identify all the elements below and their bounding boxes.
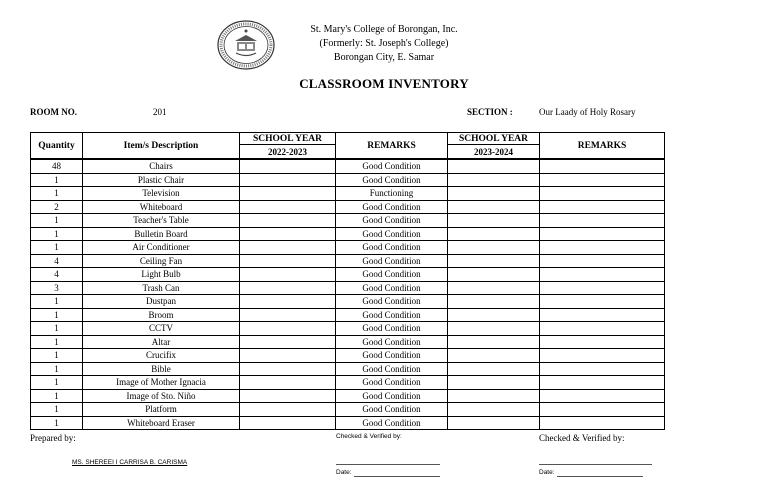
remarks-1-cell: Good Condition bbox=[336, 200, 448, 214]
remarks-2-cell bbox=[540, 200, 665, 214]
remarks-2-cell bbox=[540, 349, 665, 363]
school-year-2-cell bbox=[448, 227, 540, 241]
school-location: Borongan City, E. Samar bbox=[333, 52, 435, 63]
school-year-2-cell bbox=[448, 241, 540, 255]
school-year-2-cell bbox=[448, 254, 540, 268]
school-year-1-cell bbox=[240, 308, 336, 322]
inventory-table bbox=[30, 132, 665, 430]
remarks-1-cell: Good Condition bbox=[336, 295, 448, 309]
item-description-cell: Teacher's Table bbox=[83, 214, 240, 228]
remarks-1-cell: Good Condition bbox=[336, 376, 448, 390]
qty-cell: 1 bbox=[31, 362, 83, 376]
school-year-1-cell bbox=[240, 349, 336, 363]
remarks-2-cell bbox=[540, 362, 665, 376]
item-description-cell: Chairs bbox=[83, 159, 240, 173]
item-description-cell: CCTV bbox=[83, 322, 240, 336]
school-year-2-cell bbox=[448, 416, 540, 430]
item-description-cell: Image of Sto. Niño bbox=[83, 389, 240, 403]
item-description-cell: Crucifix bbox=[83, 349, 240, 363]
table-row bbox=[31, 362, 665, 376]
school-year-1-cell bbox=[240, 254, 336, 268]
table-row bbox=[31, 214, 665, 228]
remarks-1-cell: Good Condition bbox=[336, 308, 448, 322]
header-quantity: Quantity bbox=[31, 133, 83, 160]
checked-verified-label-middle: Checked & Verified by: bbox=[336, 433, 402, 440]
section-value: Our Laady of Holy Rosary bbox=[539, 107, 636, 117]
qty-cell: 1 bbox=[31, 389, 83, 403]
remarks-2-cell bbox=[540, 173, 665, 187]
table-row bbox=[31, 416, 665, 430]
preparer-name: MS. SHEREEI I CARRISA B. CARISMA bbox=[72, 459, 188, 466]
school-year-2-cell bbox=[448, 362, 540, 376]
remarks-2-cell bbox=[540, 214, 665, 228]
qty-cell: 3 bbox=[31, 281, 83, 295]
remarks-1-cell: Good Condition bbox=[336, 403, 448, 417]
school-year-1-cell bbox=[240, 187, 336, 201]
table-row bbox=[31, 159, 665, 173]
school-year-1-cell bbox=[240, 214, 336, 228]
school-year-1-cell bbox=[240, 200, 336, 214]
school-year-2-cell bbox=[448, 281, 540, 295]
item-description-cell: Light Bulb bbox=[83, 268, 240, 282]
item-description-cell: Bulletin Board bbox=[83, 227, 240, 241]
remarks-1-cell: Good Condition bbox=[336, 268, 448, 282]
item-description-cell: Whiteboard bbox=[83, 200, 240, 214]
table-row bbox=[31, 254, 665, 268]
item-description-cell: Altar bbox=[83, 335, 240, 349]
remarks-2-cell bbox=[540, 254, 665, 268]
qty-cell: 1 bbox=[31, 308, 83, 322]
room-value: 201 bbox=[153, 107, 167, 117]
document-title: CLASSROOM INVENTORY bbox=[299, 76, 469, 91]
item-description-cell: Dustpan bbox=[83, 295, 240, 309]
remarks-1-cell: Good Condition bbox=[336, 173, 448, 187]
remarks-2-cell bbox=[540, 187, 665, 201]
table-row bbox=[31, 295, 665, 309]
qty-cell: 48 bbox=[31, 159, 83, 173]
item-description-cell: Plastic Chair bbox=[83, 173, 240, 187]
school-year-2-cell bbox=[448, 349, 540, 363]
signature-line-right bbox=[539, 464, 652, 465]
table-row bbox=[31, 227, 665, 241]
signature-line-middle bbox=[336, 464, 440, 465]
qty-cell: 1 bbox=[31, 349, 83, 363]
school-year-2-cell bbox=[448, 335, 540, 349]
table-row bbox=[31, 173, 665, 187]
remarks-1-cell: Good Condition bbox=[336, 281, 448, 295]
qty-cell: 1 bbox=[31, 335, 83, 349]
table-row bbox=[31, 187, 665, 201]
item-description-cell: Image of Mother Ignacia bbox=[83, 376, 240, 390]
remarks-2-cell bbox=[540, 227, 665, 241]
table-row bbox=[31, 403, 665, 417]
school-year-1-cell bbox=[240, 281, 336, 295]
school-year-2-cell bbox=[448, 268, 540, 282]
table-row bbox=[31, 376, 665, 390]
prepared-by-label: Prepared by: bbox=[30, 433, 76, 443]
date-label-right: Date: bbox=[539, 469, 555, 476]
item-description-cell: Trash Can bbox=[83, 281, 240, 295]
item-description-cell: Broom bbox=[83, 308, 240, 322]
qty-cell: 1 bbox=[31, 295, 83, 309]
qty-cell: 4 bbox=[31, 268, 83, 282]
date-label-middle: Date: bbox=[336, 469, 352, 476]
remarks-2-cell bbox=[540, 389, 665, 403]
header-school-year-1: SCHOOL YEAR bbox=[240, 133, 336, 145]
school-year-2-cell bbox=[448, 403, 540, 417]
table-row bbox=[31, 281, 665, 295]
school-year-2-cell bbox=[448, 322, 540, 336]
remarks-1-cell: Good Condition bbox=[336, 389, 448, 403]
remarks-2-cell bbox=[540, 241, 665, 255]
item-description-cell: Television bbox=[83, 187, 240, 201]
remarks-2-cell bbox=[540, 308, 665, 322]
item-description-cell: Ceiling Fan bbox=[83, 254, 240, 268]
remarks-1-cell: Good Condition bbox=[336, 214, 448, 228]
date-line-right bbox=[557, 476, 643, 477]
school-year-1-cell bbox=[240, 416, 336, 430]
header-remarks-2: REMARKS bbox=[540, 133, 665, 160]
table-row bbox=[31, 200, 665, 214]
date-line-middle bbox=[354, 476, 440, 477]
remarks-1-cell: Good Condition bbox=[336, 362, 448, 376]
qty-cell: 4 bbox=[31, 254, 83, 268]
item-description-cell: Air Conditioner bbox=[83, 241, 240, 255]
room-label: ROOM NO. bbox=[30, 107, 77, 117]
school-year-1-cell bbox=[240, 241, 336, 255]
school-year-1-cell bbox=[240, 335, 336, 349]
school-year-1-cell bbox=[240, 389, 336, 403]
qty-cell: 1 bbox=[31, 322, 83, 336]
remarks-2-cell bbox=[540, 295, 665, 309]
remarks-2-cell bbox=[540, 159, 665, 173]
table-row bbox=[31, 335, 665, 349]
qty-cell: 1 bbox=[31, 241, 83, 255]
school-year-2-cell bbox=[448, 200, 540, 214]
remarks-1-cell: Good Condition bbox=[336, 416, 448, 430]
table-row bbox=[31, 268, 665, 282]
school-year-1-cell bbox=[240, 268, 336, 282]
school-year-2-cell bbox=[448, 376, 540, 390]
school-year-2-cell bbox=[448, 389, 540, 403]
qty-cell: 1 bbox=[31, 214, 83, 228]
school-former-name: (Formerly: St. Joseph's College) bbox=[319, 38, 449, 49]
qty-cell: 1 bbox=[31, 173, 83, 187]
inventory-table-body bbox=[31, 159, 665, 430]
school-year-1-cell bbox=[240, 295, 336, 309]
school-year-1-cell bbox=[240, 227, 336, 241]
school-year-1-cell bbox=[240, 376, 336, 390]
remarks-2-cell bbox=[540, 268, 665, 282]
school-year-1-cell bbox=[240, 362, 336, 376]
table-row bbox=[31, 322, 665, 336]
header-remarks-1: REMARKS bbox=[336, 133, 448, 160]
school-year-1-cell bbox=[240, 403, 336, 417]
qty-cell: 1 bbox=[31, 376, 83, 390]
header-school-year-2: SCHOOL YEAR bbox=[448, 133, 540, 145]
school-year-2-cell bbox=[448, 187, 540, 201]
header-description: Item/s Description bbox=[83, 133, 240, 160]
school-year-2-cell bbox=[448, 159, 540, 173]
remarks-1-cell: Good Condition bbox=[336, 335, 448, 349]
school-year-2-cell bbox=[448, 295, 540, 309]
remarks-1-cell: Good Condition bbox=[336, 322, 448, 336]
remarks-2-cell bbox=[540, 322, 665, 336]
table-row bbox=[31, 389, 665, 403]
remarks-2-cell bbox=[540, 281, 665, 295]
remarks-1-cell: Good Condition bbox=[336, 241, 448, 255]
table-row bbox=[31, 308, 665, 322]
remarks-1-cell: Functioning bbox=[336, 187, 448, 201]
table-row bbox=[31, 349, 665, 363]
remarks-1-cell: Good Condition bbox=[336, 159, 448, 173]
school-year-2-cell bbox=[448, 308, 540, 322]
checked-verified-label-right: Checked & Verified by: bbox=[539, 433, 625, 443]
remarks-2-cell bbox=[540, 335, 665, 349]
section-label: SECTION : bbox=[467, 107, 513, 117]
qty-cell: 1 bbox=[31, 416, 83, 430]
qty-cell: 2 bbox=[31, 200, 83, 214]
qty-cell: 1 bbox=[31, 187, 83, 201]
remarks-1-cell: Good Condition bbox=[336, 227, 448, 241]
school-name: St. Mary's College of Borongan, Inc. bbox=[310, 24, 458, 35]
school-year-1-cell bbox=[240, 159, 336, 173]
table-row bbox=[31, 241, 665, 255]
qty-cell: 1 bbox=[31, 403, 83, 417]
item-description-cell: Platform bbox=[83, 403, 240, 417]
remarks-2-cell bbox=[540, 376, 665, 390]
item-description-cell: Bible bbox=[83, 362, 240, 376]
school-year-1-cell bbox=[240, 322, 336, 336]
school-year-1-cell bbox=[240, 173, 336, 187]
remarks-1-cell: Good Condition bbox=[336, 349, 448, 363]
header-school-year-1-value: 2022-2023 bbox=[240, 145, 336, 160]
school-year-2-cell bbox=[448, 214, 540, 228]
remarks-2-cell bbox=[540, 403, 665, 417]
item-description-cell: Whiteboard Eraser bbox=[83, 416, 240, 430]
remarks-1-cell: Good Condition bbox=[336, 254, 448, 268]
school-year-2-cell bbox=[448, 173, 540, 187]
header-school-year-2-value: 2023-2024 bbox=[448, 145, 540, 160]
qty-cell: 1 bbox=[31, 227, 83, 241]
remarks-2-cell bbox=[540, 416, 665, 430]
